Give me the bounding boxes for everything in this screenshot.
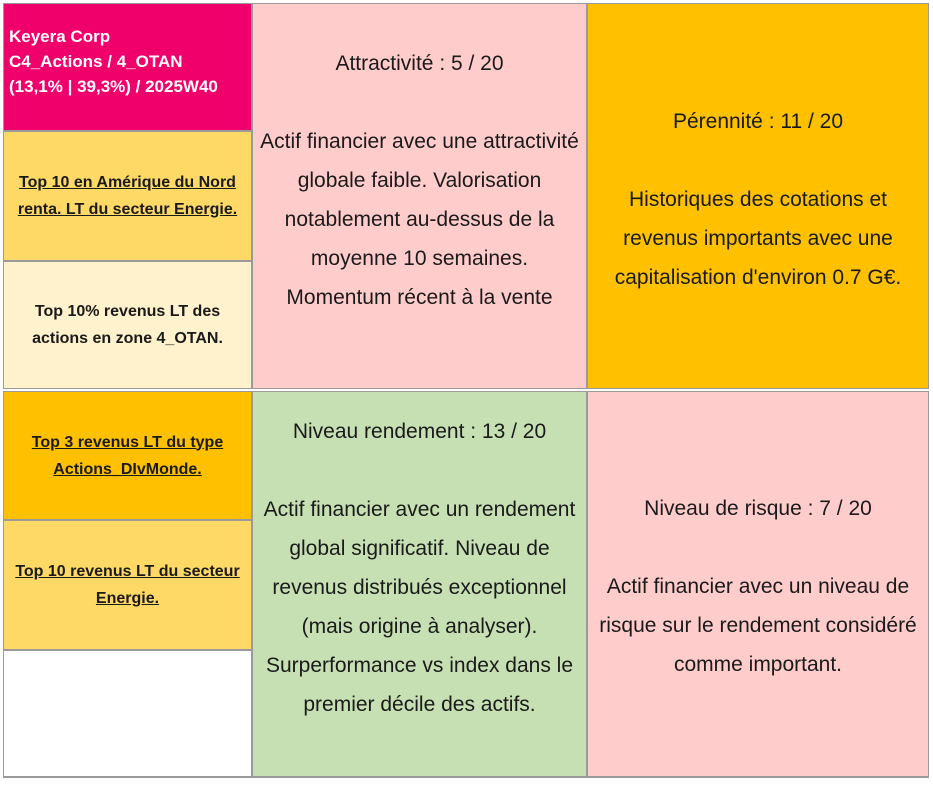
attractivite-cell [252, 3, 587, 389]
ranking-cell-4 [3, 520, 252, 650]
ranking-text-3: Top 3 revenus LT du type Actions_DIvMonde. [31, 433, 224, 478]
attractivite-title: Attractivité : 5 / 20 [335, 52, 504, 75]
ranking-text-2: Top 10% revenus LT des actions en zone 4_OTAN. [32, 303, 223, 347]
ranking-cell-3 [3, 391, 252, 520]
asset-stats: (13,1% | 39,3%) / 2025W40 [9, 77, 218, 96]
rendement-description: Actif financier avec un rendement global significatif. Niveau de revenus distribués exceptionnel (mais origine à analyser). Surperformance vs index dans le premier décile des actifs. [263, 498, 576, 716]
risque-description: Actif financier avec un niveau de risque sur le rendement considéré comme important. [599, 575, 917, 676]
risque-title: Niveau de risque : 7 / 20 [644, 497, 872, 520]
ranking-cell-2 [3, 261, 252, 389]
ranking-cell-1 [3, 131, 252, 261]
rendement-cell [252, 391, 587, 777]
asset-header [3, 3, 252, 131]
perennite-description: Historiques des cotations et revenus importants avec une capitalisation d'environ 0.7 G€. [614, 188, 902, 289]
asset-category: C4_Actions / 4_OTAN [9, 52, 183, 71]
attractivite-description: Actif financier avec une attractivité globale faible. Valorisation notablement au-dessus de la moyenne 10 semaines. Momentum récent à la vente [260, 130, 579, 309]
ranking-cell-5 [3, 650, 252, 777]
ranking-text-4: Top 10 revenus LT du secteur Energie. [15, 563, 240, 607]
rendement-title: Niveau rendement : 13 / 20 [292, 420, 547, 443]
perennite-title: Pérennité : 11 / 20 [672, 110, 844, 133]
ranking-text-1: Top 10 en Amérique du Nord renta. LT du secteur Energie. [17, 174, 238, 218]
perennite-cell [587, 3, 929, 389]
table-bottom-border [3, 777, 929, 778]
company-name: Keyera Corp [9, 27, 111, 46]
risque-cell [587, 391, 929, 777]
